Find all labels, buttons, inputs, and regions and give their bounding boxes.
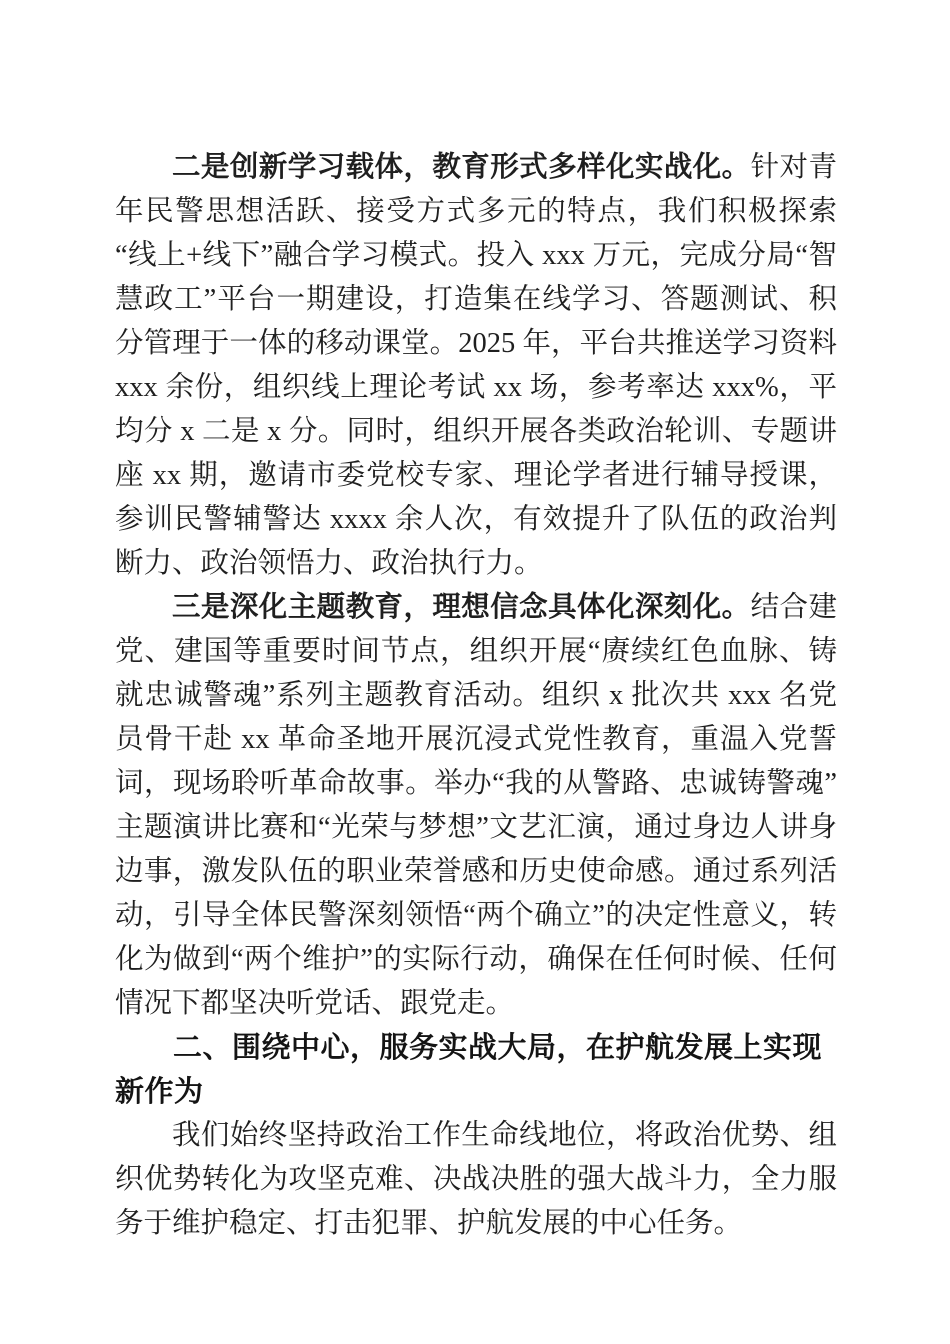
paragraph-closing [115, 1114, 837, 1246]
paragraph-text-third-point: 结合建党、建国等重要时间节点，组织开展“赓续红色血脉、铸就忠诚警魂”系列主题教育活动。组织 x 批次共 xxx 名党员骨干赴 xx 革命圣地开展沉浸式党性教育，重温入党誓词，现场聆听革命故事。举办“我的从警路、忠诚铸警魂”主题演讲比赛和“光荣与梦想”文艺汇演，通过身边人讲身边事，激发队伍的职业荣誉感和历史使命感。通过系列活动，引导全体民警深刻领悟“两个确立”的决定性意义，转化为做到“两个维护”的实际行动，确保在任何时候、任何情况下都坚决听党话、跟党走。 [115, 592, 837, 1019]
paragraph-third-point [115, 586, 837, 1026]
paragraph-second-point [115, 146, 837, 586]
paragraph-lead-third-point: 三是深化主题教育，理想信念具体化深刻化。 [172, 592, 751, 623]
paragraph-text-closing: 我们始终坚持政治工作生命线地位，将政治优势、组织优势转化为攻坚克难、决战决胜的强大战斗力，全力服务于维护稳定、打击犯罪、护航发展的中心任务。 [115, 1120, 837, 1239]
paragraph-text-second-point: 针对青年民警思想活跃、接受方式多元的特点，我们积极探索“线上+线下”融合学习模式。投入 xxx 万元，完成分局“智慧政工”平台一期建设，打造集在线学习、答题测试、积分管理于一体的移动课堂。2025 年，平台共推送学习资料 xxx 余份，组织线上理论考试 xx 场，参考率达 xxx%，平均分 x 二是 x 分。同时，组织开展各类政治轮训、专题讲座 xx 期，邀请市委党校专家、理论学者进行辅导授课，参训民警辅警达 xxxx 余人次，有效提升了队伍的政治判断力、政治领悟力、政治执行力。 [115, 152, 837, 579]
paragraph-lead-second-point: 二是创新学习载体，教育形式多样化实战化。 [172, 152, 751, 183]
document-body [115, 146, 837, 1246]
section-heading: 二、围绕中心，服务实战大局，在护航发展上实现新作为 [115, 1032, 823, 1108]
